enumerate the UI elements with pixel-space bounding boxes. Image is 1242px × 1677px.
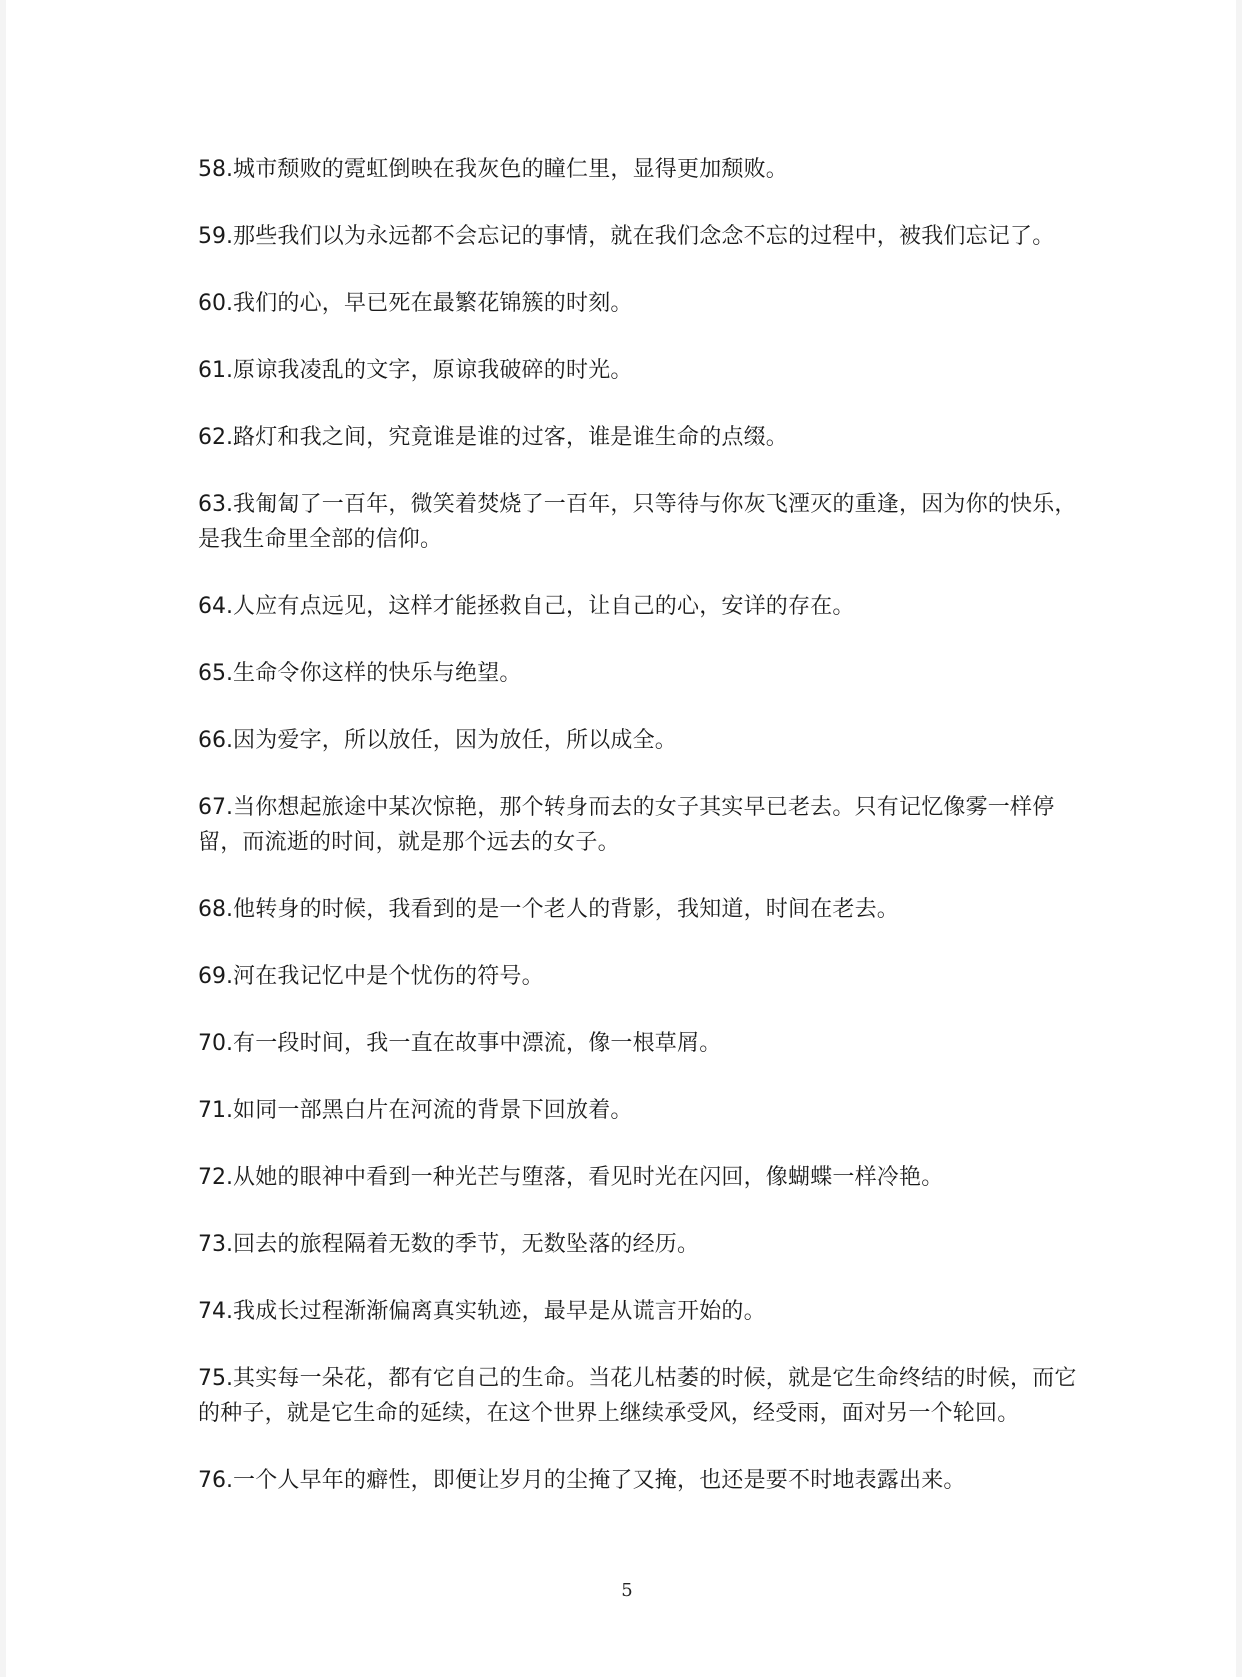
quote-entry-67: 67.当你想起旅途中某次惊艳，那个转身而去的女子其实早已老去。只有记忆像雾一样停留，而流逝的时间，就是那个远去的女子。 (198, 795, 1055, 855)
quote-entry-66: 66.因为爱字，所以放任，因为放任，所以成全。 (198, 728, 678, 753)
quote-entry-60: 60.我们的心，早已死在最繁花锦簇的时刻。 (198, 291, 633, 316)
quote-entry-72: 72.从她的眼神中看到一种光芒与堕落，看见时光在闪回，像蝴蝶一样冷艳。 (198, 1165, 944, 1190)
quote-entry-73: 73.回去的旅程隔着无数的季节，无数坠落的经历。 (198, 1232, 700, 1257)
quote-entry-61: 61.原谅我凌乱的文字，原谅我破碎的时光。 (198, 358, 633, 383)
quote-entry-64: 64.人应有点远见，这样才能拯救自己，让自己的心，安详的存在。 (198, 594, 855, 619)
quote-entry-76: 76.一个人早年的癖性，即便让岁月的尘掩了又掩，也还是要不时地表露出来。 (198, 1468, 966, 1493)
quote-entry-68: 68.他转身的时候，我看到的是一个老人的背影，我知道，时间在老去。 (198, 897, 900, 922)
quote-entry-62: 62.路灯和我之间，究竟谁是谁的过客，谁是谁生命的点缀。 (198, 425, 789, 450)
quote-entry-75: 75.其实每一朵花，都有它自己的生命。当花儿枯萎的时候，就是它生命终结的时候，而它的种子，就是它生命的延续，在这个世界上继续承受风，经受雨，面对另一个轮回。 (198, 1366, 1077, 1426)
quote-entry-65: 65.生命令你这样的快乐与绝望。 (198, 661, 522, 686)
quote-entry-69: 69.河在我记忆中是个忧伤的符号。 (198, 964, 544, 989)
quote-entry-59: 59.那些我们以为永远都不会忘记的事情，就在我们念念不忘的过程中，被我们忘记了。 (198, 224, 1055, 249)
quote-entry-74: 74.我成长过程渐渐偏离真实轨迹，最早是从谎言开始的。 (198, 1299, 766, 1324)
quote-list (198, 152, 1078, 1530)
quote-entry-71: 71.如同一部黑白片在河流的背景下回放着。 (198, 1098, 633, 1123)
quote-entry-63: 63.我匍匐了一百年，微笑着焚烧了一百年，只等待与你灰飞湮灭的重逢，因为你的快乐，是我生命里全部的信仰。 (198, 492, 1077, 552)
page-number: 5 (621, 1580, 633, 1601)
quote-entry-58: 58.城市颓败的霓虹倒映在我灰色的瞳仁里，显得更加颓败。 (198, 157, 789, 182)
quote-entry-70: 70.有一段时间，我一直在故事中漂流，像一根草屑。 (198, 1031, 722, 1056)
